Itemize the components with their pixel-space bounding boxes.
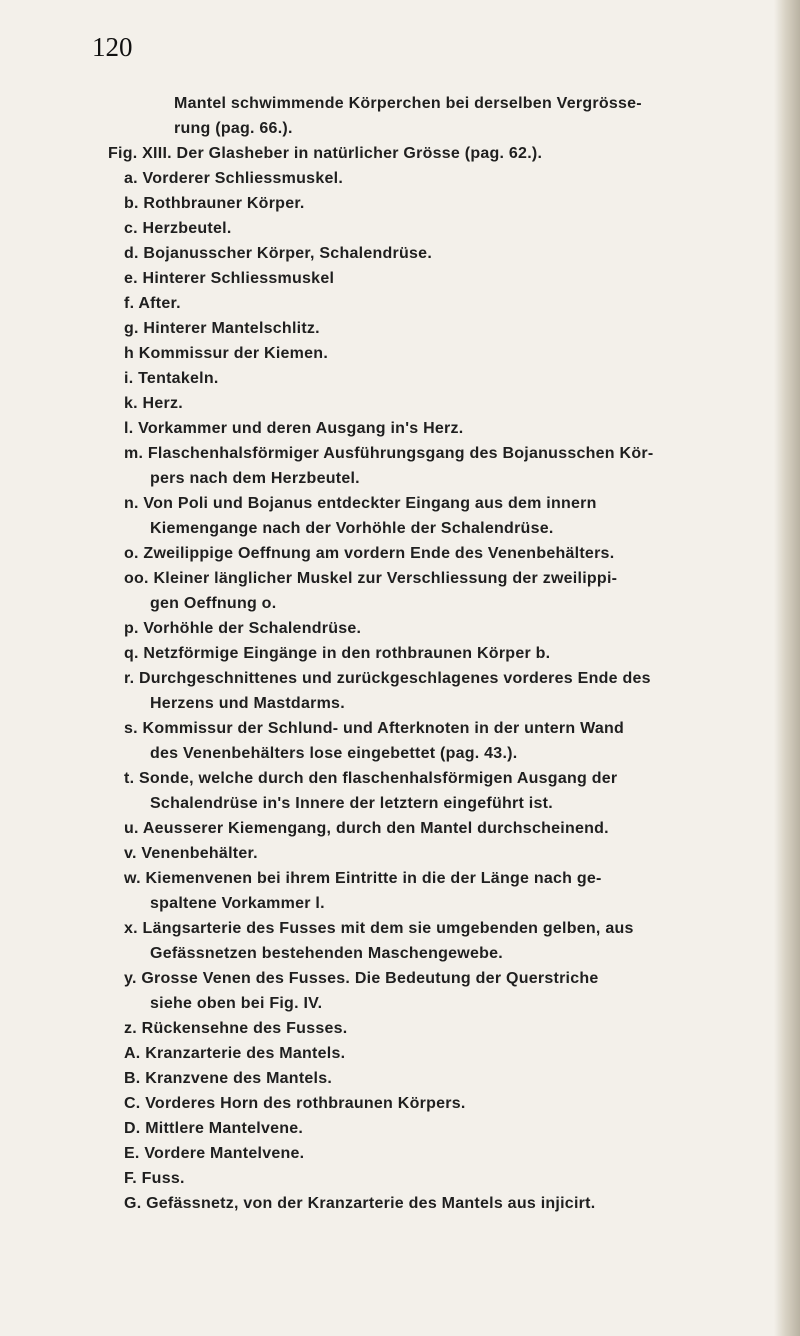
legend-item: i. Tentakeln. xyxy=(124,370,219,387)
legend-item: v. Venenbehälter. xyxy=(124,845,258,862)
legend-item: l. Vorkammer und deren Ausgang in's Herz. xyxy=(124,420,464,437)
legend-item: oo. Kleiner länglicher Muskel zur Verschliessung der zweilippi- xyxy=(124,570,618,587)
legend-item: o. Zweilippige Oeffnung am vordern Ende des Venenbehälters. xyxy=(124,545,615,562)
legend-item: z. Rückensehne des Fusses. xyxy=(124,1020,348,1037)
text-line: rung (pag. 66.). xyxy=(174,120,293,137)
legend-item: E. Vordere Mantelvene. xyxy=(124,1145,305,1162)
legend-item: C. Vorderes Horn des rothbraunen Körpers. xyxy=(124,1095,466,1112)
legend-item-continuation: Herzens und Mastdarms. xyxy=(150,695,345,712)
legend-item: x. Längsarterie des Fusses mit dem sie umgebenden gelben, aus xyxy=(124,920,634,937)
legend-item-continuation: gen Oeffnung o. xyxy=(150,595,277,612)
legend-item: D. Mittlere Mantelvene. xyxy=(124,1120,304,1137)
page-number: 120 xyxy=(92,32,133,62)
legend-item: u. Aeusserer Kiemengang, durch den Mantel durchscheinend. xyxy=(124,820,609,837)
legend-item: f. After. xyxy=(124,295,181,312)
legend-item: d. Bojanusscher Körper, Schalendrüse. xyxy=(124,245,433,262)
legend-item: c. Herzbeutel. xyxy=(124,220,232,237)
legend-item-continuation: pers nach dem Herzbeutel. xyxy=(150,470,360,487)
legend-item: w. Kiemenvenen bei ihrem Eintritte in die der Länge nach ge- xyxy=(124,870,602,887)
legend-item: s. Kommissur der Schlund- und Afterknoten in der untern Wand xyxy=(124,720,625,737)
legend-item: t. Sonde, welche durch den flaschenhalsförmigen Ausgang der xyxy=(124,770,618,787)
legend-item: B. Kranzvene des Mantels. xyxy=(124,1070,333,1087)
legend-item-continuation: Gefässnetzen bestehenden Maschengewebe. xyxy=(150,945,503,962)
legend-item: h Kommissur der Kiemen. xyxy=(124,345,329,362)
legend-item: n. Von Poli und Bojanus entdeckter Eingang aus dem innern xyxy=(124,495,597,512)
legend-item: g. Hinterer Mantelschlitz. xyxy=(124,320,320,337)
legend-item: G. Gefässnetz, von der Kranzarterie des Mantels aus injicirt. xyxy=(124,1195,596,1212)
legend-item-continuation: spaltene Vorkammer l. xyxy=(150,895,325,912)
page-edge-shadow xyxy=(774,0,800,1336)
text-line: Mantel schwimmende Körperchen bei derselben Vergrösse- xyxy=(174,95,642,112)
figure-heading: Fig. XIII. Der Glasheber in natürlicher Grösse (pag. 62.). xyxy=(108,145,543,162)
legend-item-continuation: siehe oben bei Fig. IV. xyxy=(150,995,323,1012)
legend-item: A. Kranzarterie des Mantels. xyxy=(124,1045,346,1062)
legend-item: q. Netzförmige Eingänge in den rothbraunen Körper b. xyxy=(124,645,551,662)
legend-item: F. Fuss. xyxy=(124,1170,185,1187)
legend-item-continuation: des Venenbehälters lose eingebettet (pag. 43.). xyxy=(150,745,518,762)
legend-item: e. Hinterer Schliessmuskel xyxy=(124,270,335,287)
legend-item-continuation: Schalendrüse in's Innere der letztern eingeführt ist. xyxy=(150,795,553,812)
legend-item: r. Durchgeschnittenes und zurückgeschlagenes vorderes Ende des xyxy=(124,670,651,687)
legend-item: k. Herz. xyxy=(124,395,183,412)
legend-item: a. Vorderer Schliessmuskel. xyxy=(124,170,344,187)
legend-item: y. Grosse Venen des Fusses. Die Bedeutung der Querstriche xyxy=(124,970,599,987)
legend-item-continuation: Kiemengange nach der Vorhöhle der Schalendrüse. xyxy=(150,520,554,537)
legend-item: p. Vorhöhle der Schalendrüse. xyxy=(124,620,362,637)
legend-item: b. Rothbrauner Körper. xyxy=(124,195,305,212)
legend-item: m. Flaschenhalsförmiger Ausführungsgang des Bojanusschen Kör- xyxy=(124,445,654,462)
